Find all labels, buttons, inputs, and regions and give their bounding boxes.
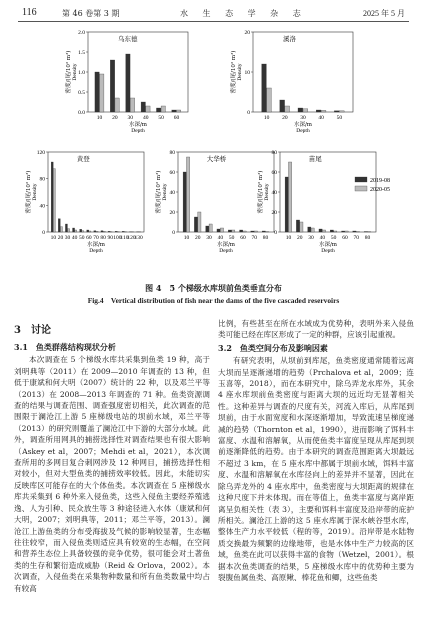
- x-axis-label-cn: 水深/m: [128, 122, 148, 128]
- bar: [356, 232, 359, 233]
- x-axis-label-en: Depth: [219, 248, 233, 254]
- x-axis-label-cn: 水深/m: [318, 242, 338, 248]
- y-tick-label: 0.5: [78, 90, 85, 96]
- y-axis-label-cn: 密度/(尾/10³ m³): [231, 50, 237, 94]
- bar: [96, 231, 98, 232]
- y-tick-label: 0: [247, 110, 250, 116]
- bar: [330, 230, 333, 232]
- bar: [285, 177, 288, 232]
- y-tick-label: 40: [169, 190, 175, 196]
- x-axis-label-en: Depth: [131, 128, 145, 134]
- y-axis-label-cn: 密度/(尾/10³ m³): [66, 50, 72, 94]
- x-axis-label-cn: 水深/m: [293, 122, 313, 128]
- y-tick-label: 80: [169, 150, 175, 156]
- bar: [220, 228, 223, 232]
- bar: [251, 231, 254, 232]
- legend-label: 2019-08: [370, 178, 390, 184]
- bar: [156, 108, 160, 112]
- bar: [232, 230, 235, 232]
- x-tick-label: 70: [251, 235, 257, 241]
- x-tick-label: 10: [50, 235, 57, 241]
- bar: [194, 217, 197, 232]
- bar: [183, 172, 186, 232]
- x-axis-label-en: Depth: [296, 128, 310, 134]
- bar: [122, 231, 124, 232]
- bar: [82, 231, 84, 232]
- y-tick-label: 1.0: [78, 70, 85, 76]
- bar: [316, 110, 321, 112]
- y-axis-label-en: Density: [264, 183, 270, 201]
- y-tick-label: 20: [271, 210, 277, 216]
- y-tick-label: 80: [271, 150, 277, 156]
- bar: [266, 232, 269, 233]
- x-tick-label: 80: [100, 235, 106, 241]
- bar: [254, 231, 257, 232]
- bar: [334, 231, 337, 232]
- bar: [262, 231, 265, 232]
- bar: [89, 231, 91, 232]
- bar: [364, 232, 367, 233]
- y-tick-label: 10: [244, 70, 250, 76]
- bar: [172, 110, 176, 112]
- bar: [80, 229, 82, 232]
- x-tick-label: 20: [112, 115, 118, 121]
- x-tick-label: 60: [240, 235, 246, 241]
- x-tick-label: 20: [282, 115, 288, 121]
- bar: [298, 108, 303, 112]
- bar: [161, 106, 165, 112]
- panel-title: 乌东德: [118, 35, 138, 43]
- section-3-heading: 3 讨论: [14, 325, 51, 336]
- x-axis-label-en: Depth: [89, 248, 103, 254]
- panel-title: 苗尾: [308, 155, 322, 163]
- y-axis-label-en: Density: [32, 183, 38, 201]
- bar: [217, 229, 220, 232]
- journal-title: 水 生 态 学 杂 志: [180, 9, 307, 18]
- x-tick-label: 30: [64, 235, 71, 241]
- plot-frame: [48, 152, 144, 232]
- bar: [228, 230, 231, 232]
- bar: [308, 227, 311, 232]
- y-tick-label: 0: [42, 230, 45, 236]
- x-tick-label: 10: [183, 235, 190, 241]
- bar: [368, 232, 371, 233]
- x-tick-label: 10: [263, 115, 270, 121]
- x-tick-label: 30: [308, 235, 314, 241]
- y-tick-label: 40: [39, 203, 45, 210]
- bar: [130, 98, 134, 112]
- x-tick-label: 50: [158, 115, 164, 121]
- bar: [176, 110, 180, 112]
- y-axis-label-cn: 密度/(尾/10³ m³): [258, 170, 264, 214]
- section-3-2-paragraph: 有研究表明，从坝前到库尾，鱼类密度通常随着远离大坝而呈逐渐递增的趋势（Prchalova et al，2009；连玉喜等，2018），而在本研究中，除乌弄龙水库外，其余 4 座水库坝前鱼类密度与距离大坝的远近均无显著相关性。这种差异与调查的尺度有关，河流入库后，从库尾到坝前，由于水面宽度和水深逐渐增加，导致流速呈梯度递减的趋势（Thornton et al，1990），进而影响了饵料丰富度、水温和溶解氧，从而使鱼类丰富度呈现从库尾到坝前逐渐降低的趋势。由于本研究的调查范围距离大坝最远不超过 3 km，在 5 座水库中都属于坝前水域，饵料丰富度、水温和溶解氧在水库径向上的差异并不显著，因此在除乌弄龙外的 4 座水库中，鱼类密度与大坝距离的规律在这种尺度下并未体现。而在等值上，鱼类丰富度与离岸距离呈负相关性（表 3），主要和饵料丰富度及沿岸带的庇护所相关。澜沧江上游的这 5 座水库属于深水峡谷型水库，整体生产力水平较低（程的等，2019）。沿岸带是水陆物质交换最为频繁的边缘地带，也是水体中生产力较高的区域，鱼类在此可以获得丰富的食物（Wetzel，2001）。根据本次鱼类调查的结果，5 座梯级水库中的优势种主要为裂腹鱼属鱼类、高原鳅、棒花鱼和鲫，这些鱼类: [218, 356, 414, 582]
- bar: [108, 231, 110, 232]
- y-tick-label: 2.0: [78, 30, 85, 36]
- panel-title: 黄登: [76, 155, 90, 163]
- bar: [321, 110, 326, 112]
- x-tick-label: 10: [285, 235, 292, 241]
- bar: [126, 54, 130, 112]
- y-axis-label-cn: 密度/(尾/10³ m³): [156, 170, 162, 214]
- bar: [95, 72, 99, 112]
- bar: [280, 100, 285, 112]
- bar: [288, 162, 291, 232]
- page-number: 116: [22, 7, 37, 18]
- bar: [53, 169, 55, 232]
- section-3-1-heading: 3.1 鱼类群落结构现状分析: [14, 342, 116, 352]
- bar: [243, 231, 246, 232]
- x-tick-label: 50: [79, 235, 85, 241]
- bar: [75, 230, 77, 232]
- x-tick-label: 40: [71, 235, 78, 241]
- x-axis-label-en: Depth: [321, 248, 335, 254]
- bar: [115, 98, 119, 112]
- bar: [339, 111, 344, 112]
- bar: [267, 88, 272, 112]
- x-tick-label: 80: [364, 235, 371, 241]
- bar: [141, 102, 145, 112]
- x-tick-label: 70: [353, 235, 359, 241]
- bar: [240, 230, 243, 232]
- bar: [345, 231, 348, 232]
- y-tick-label: 20: [244, 30, 250, 36]
- y-axis-label-cn: 密度/(尾/10³ m³): [26, 170, 32, 214]
- y-tick-label: 40: [271, 190, 277, 196]
- bar: [206, 226, 209, 232]
- x-tick-label: 130: [134, 235, 143, 241]
- x-tick-label: 40: [319, 235, 326, 241]
- page-header: [0, 4, 427, 22]
- legend-swatch: [355, 186, 367, 191]
- bar: [100, 74, 104, 112]
- x-axis-label-cn: 水深/m: [86, 242, 106, 248]
- plot-frame: [280, 152, 376, 232]
- section-3-1-paragraph-cont: 比例，有些甚至在所在水域成为优势种，表明外来入侵鱼类可能已经在库区形成了一定的种群，应该引起重视。: [218, 319, 414, 340]
- panel-title: 大华桥: [206, 155, 227, 163]
- bar: [94, 231, 96, 232]
- figure-caption-en: Fig.4 Vertical distribution of fish near the dams of the five cascaded reservoirs: [87, 296, 340, 305]
- bar: [146, 106, 150, 112]
- x-tick-label: 40: [318, 115, 324, 121]
- x-tick-label: 70: [93, 235, 99, 241]
- bar: [60, 227, 62, 232]
- bar: [73, 228, 75, 232]
- bar: [186, 157, 189, 232]
- bar: [110, 60, 114, 112]
- x-tick-label: 110: [120, 235, 129, 241]
- x-tick-label: 60: [342, 235, 348, 241]
- right-column: [218, 318, 414, 583]
- y-tick-label: 60: [271, 170, 277, 176]
- x-tick-label: 20: [297, 235, 303, 241]
- y-tick-label: 0: [172, 230, 175, 236]
- bar: [101, 231, 103, 232]
- x-tick-label: 90: [107, 235, 113, 241]
- x-tick-label: 30: [206, 235, 212, 241]
- bar: [115, 231, 117, 232]
- bar: [58, 219, 60, 232]
- y-axis-label-en: Density: [72, 63, 78, 81]
- x-tick-label: 80: [262, 235, 269, 241]
- bar: [103, 231, 105, 232]
- x-tick-label: 40: [217, 235, 224, 241]
- legend-swatch: [355, 177, 367, 182]
- y-axis-label-en: Density: [162, 183, 168, 201]
- y-tick-label: 0.0: [78, 110, 85, 116]
- y-tick-label: 120: [36, 150, 45, 156]
- x-tick-label: 30: [300, 115, 306, 121]
- bar: [353, 231, 356, 232]
- bar: [68, 229, 70, 232]
- bar: [198, 212, 201, 232]
- bar: [311, 228, 314, 232]
- x-tick-label: 60: [86, 235, 92, 241]
- x-tick-label: 50: [330, 235, 337, 241]
- panel-title: 溪洛: [283, 35, 296, 43]
- bar: [262, 64, 267, 112]
- bar: [334, 111, 339, 112]
- y-tick-label: 80: [39, 176, 45, 183]
- y-tick-label: 0: [274, 230, 277, 236]
- x-tick-label: 50: [336, 115, 343, 121]
- section-3-2-heading: 3.2 鱼类空间分布及影响因素: [218, 342, 328, 353]
- legend-label: 2020-05: [370, 187, 390, 193]
- y-tick-label: 60: [169, 170, 175, 176]
- x-tick-label: 20: [57, 235, 64, 241]
- section-3-1-paragraph: 本次调查在 5 个梯级水库共采集到鱼类 19 种，高于刘明典等（2011）在 2009—2010 年调查的 13 种，但低于康斌和何大明（2007）统计的 22 种，以及邓兰平等（2013）在 2008—2013 年调查的 71 种。鱼类资源调查的结果与调查范围、调查强度密切相关，此次调查的范围限于澜沧江上游 5 座梯级电站的坝前水域，邓兰平等（2013）的研究则覆盖了澜沧江中下游的大部分水域。此外，调查所用网具的捕捞选择性对调查结果也有很大影响（Askey et al，2007；Mehdi et al，2021），本次调查所用的多网目复合刺网涉及 12 种网目，捕捞选择性相对较小，但对大型鱼类的捕捞效率较低。因此，未能切实反映库区可能存在的大个体鱼类。本次调查在 5 座梯级水库共采集到 6 种外来入侵鱼类，这些入侵鱼主要经养殖逃逸、人为引种、民众放生等 3 种途径进入水体（康斌和何大明，2007；刘明典等，2011；邓兰平等，2013）。澜沧江上游鱼类的分布受海拔及气候的影响较显著，生态幅往往较窄，而入侵鱼类则适应具有较宽的生态幅，在空间和营养生态位上具备较强的竞争优势，很可能会对土著鱼类的生存和繁衍造成威胁（Reid & Orlova，2002）。本次调查，入侵鱼类在采集物种数量和所有鱼类数量中均占有较高: [14, 355, 210, 593]
- x-tick-label: 120: [127, 235, 136, 241]
- figure-caption-cn: 图 4 5 个梯级水库坝前鱼类垂直分布: [145, 283, 282, 293]
- y-tick-label: 1.5: [78, 50, 85, 56]
- volume-info: 第 46 卷第 3 期: [62, 9, 120, 18]
- x-tick-label: 40: [142, 115, 149, 121]
- bar: [342, 231, 345, 232]
- y-tick-label: 20: [169, 210, 175, 216]
- bar: [303, 109, 308, 112]
- x-tick-label: 60: [173, 115, 180, 121]
- bar: [296, 220, 299, 232]
- x-tick-label: 20: [195, 235, 201, 241]
- bar: [300, 222, 303, 232]
- x-tick-label: 50: [228, 235, 235, 241]
- x-tick-label: 100: [113, 235, 122, 241]
- x-tick-label: 10: [96, 115, 103, 121]
- bar: [209, 224, 212, 232]
- bar: [65, 224, 67, 232]
- bar: [285, 106, 290, 112]
- issue-date: 2025 年 5 月: [363, 9, 405, 18]
- y-axis-label-en: Density: [237, 63, 243, 81]
- bar: [319, 229, 322, 232]
- bar: [51, 162, 53, 232]
- left-column: [14, 318, 210, 594]
- x-axis-label-cn: 水深/m: [216, 242, 236, 248]
- bar: [322, 230, 325, 232]
- bar: [87, 230, 89, 232]
- figure-4-charts: [0, 22, 427, 282]
- x-tick-label: 30: [127, 115, 134, 121]
